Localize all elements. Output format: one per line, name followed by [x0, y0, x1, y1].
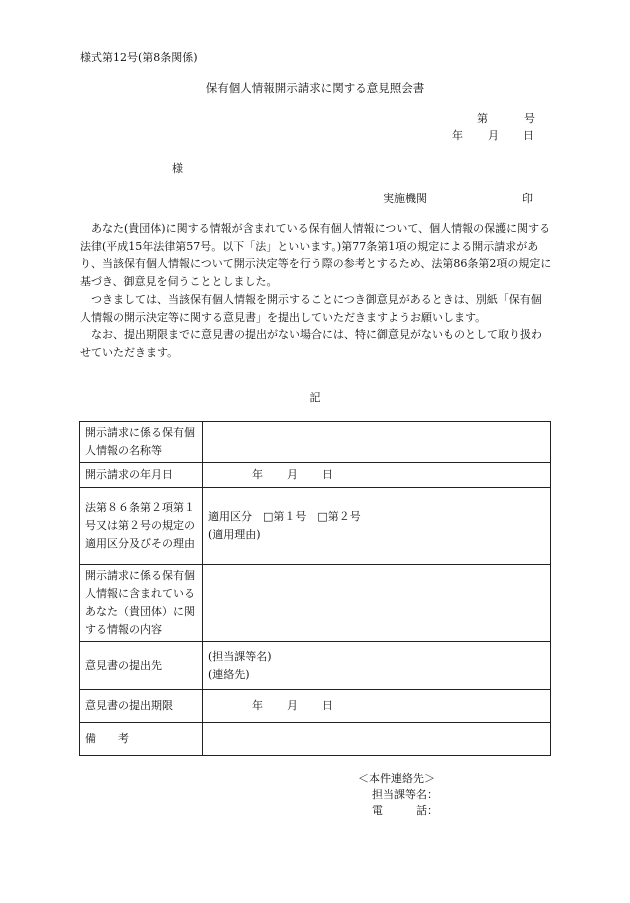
request-date-month: 月 [287, 468, 298, 481]
row-value-remarks [203, 723, 551, 756]
details-table [79, 421, 551, 756]
addressee-suffix: 様 [172, 162, 183, 175]
document-title: 保有個人情報開示請求に関する意見照会書 [205, 81, 425, 95]
table-row [80, 463, 551, 488]
category-reason: (適用理由) [208, 528, 261, 541]
date-year-label: 年 [452, 129, 463, 142]
ki-heading: 記 [309, 391, 321, 404]
row-label-submit-to: 意見書の提出先 [80, 642, 203, 690]
submit-to-contact: (連絡先) [208, 667, 250, 681]
request-date-year: 年 [252, 468, 263, 481]
row-label-info-content: 開示請求に係る保有個人情報に含まれているあなた（貴団体）に関する情報の内容 [80, 565, 203, 642]
deadline-year: 年 [252, 699, 263, 712]
body-text [80, 220, 552, 362]
table-row [80, 488, 551, 565]
table-row [80, 723, 551, 756]
table-row [80, 690, 551, 723]
row-value-request-date [203, 463, 551, 488]
request-date-day: 日 [322, 468, 333, 481]
date-day-label: 日 [523, 129, 534, 142]
contact-phone-label: 電 話： [372, 804, 438, 817]
category-option-2: □第２号 [317, 510, 361, 523]
row-label-deadline: 意見書の提出期限 [80, 690, 203, 723]
date-month-label: 月 [488, 129, 499, 142]
deadline-day: 日 [322, 699, 333, 712]
row-label-info-name: 開示請求に係る保有個人情報の名称等 [80, 422, 203, 463]
agency-label: 実施機関 [383, 192, 427, 205]
row-value-submit-to [203, 642, 551, 690]
table-row [80, 642, 551, 690]
body-paragraph-3: なお、提出期限までに意見書の提出がない場合には、特に御意見がないものとして取り扱わせていただきます。 [80, 328, 542, 359]
table-row [80, 565, 551, 642]
form-number: 様式第12号(第8条関係) [80, 51, 198, 64]
row-value-info-content [203, 565, 551, 642]
number-suffix: 号 [524, 112, 535, 125]
body-paragraph-2: つきましては、当該保有個人情報を開示することにつき御意見があるときは、別紙「保有個人情報の開示決定等に関する意見書」を提出していただきますようお願いします。 [80, 292, 542, 324]
row-label-remarks: 備 考 [80, 723, 203, 756]
row-value-article-category [203, 488, 551, 565]
category-label: 適用区分 [208, 510, 252, 523]
table-row [80, 422, 551, 463]
number-prefix: 第 [477, 112, 488, 125]
contact-dept-label: 担当課等名： [372, 788, 438, 801]
row-label-article-category: 法第８６条第２項第１号又は第２号の規定の適用区分及びその理由 [80, 488, 203, 565]
seal-mark: 印 [522, 192, 533, 205]
submit-to-dept: (担当課等名) [208, 649, 272, 663]
row-label-request-date: 開示請求の年月日 [80, 463, 203, 488]
contact-title: ＜本件連絡先＞ [358, 772, 435, 785]
body-paragraph-1: あなた(貴団体)に関する情報が含まれている保有個人情報について、個人情報の保護に関する法律(平成15年法律第57号。以下「法」といいます。)第77条第1項の規定による開示請求があり、当該保有個人情報について開示決定等を行う際の参考とするため、法第86条第2項の規定に基づき、御意見を伺うこととしました。 [80, 222, 552, 289]
row-value-info-name [203, 422, 551, 463]
deadline-month: 月 [287, 699, 298, 712]
category-option-1: □第１号 [263, 510, 307, 523]
row-value-deadline [203, 690, 551, 723]
